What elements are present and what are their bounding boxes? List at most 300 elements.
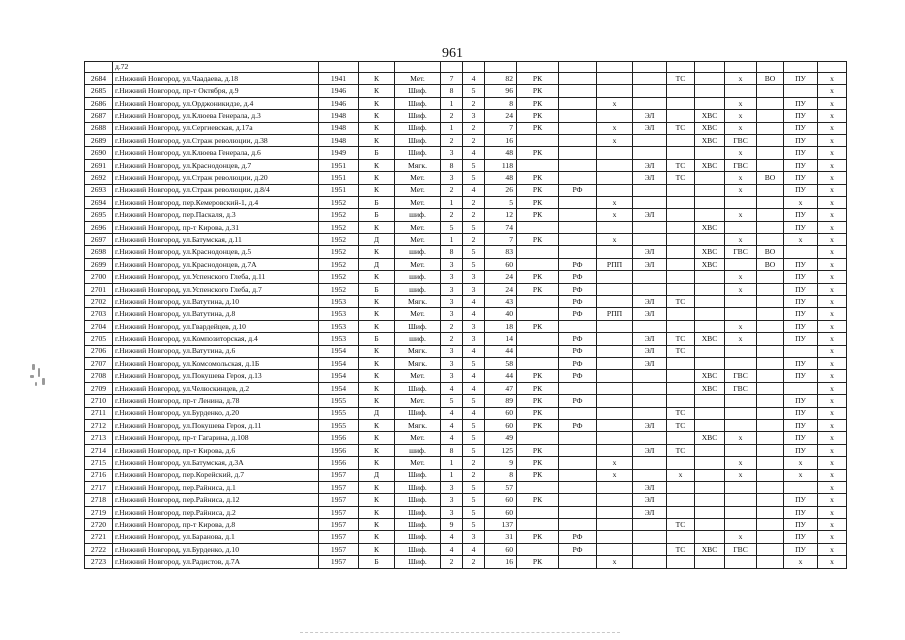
cell-col-el: [633, 85, 667, 97]
cell-apartments: 26: [485, 184, 517, 196]
cell-col-pu: ПУ: [784, 172, 818, 184]
cell-col-rk: [517, 308, 559, 320]
cell-col-pu: ПУ: [784, 283, 818, 295]
cell-col-rk: РК: [517, 271, 559, 283]
cell-col-rpp: [597, 444, 633, 456]
cell-col-rf: [559, 85, 597, 97]
table-row: [85, 432, 847, 444]
cell-year-built: 1946: [319, 97, 359, 109]
cell-col-rf: [559, 196, 597, 208]
cell-roof-type: Шиф.: [395, 85, 441, 97]
cell-col-mark: х: [818, 73, 847, 85]
cell-col-ts: [667, 134, 695, 146]
cell-col-rpp: [597, 85, 633, 97]
cell-roof-type: Шиф.: [395, 481, 441, 493]
cell-col-hvs: [695, 73, 725, 85]
cell-col-hvs: [695, 531, 725, 543]
cell-roof-type: Мягк.: [395, 357, 441, 369]
cell-col-gvs: [725, 519, 757, 531]
cell-row-number: 2703: [85, 308, 113, 320]
cell-row-number: 2702: [85, 296, 113, 308]
cell-col-hvs: ХВС: [695, 543, 725, 555]
cell-row-number: 2719: [85, 506, 113, 518]
cell-col-vo: [757, 85, 784, 97]
cell-col-rf: РФ: [559, 370, 597, 382]
table-row: [85, 308, 847, 320]
cell-address: г.Нижний Новгород, пер.Райниса, д.1: [113, 481, 319, 493]
cell-floors: 2: [463, 556, 485, 568]
cell-col-vo: [757, 196, 784, 208]
cell-col-rf: РФ: [559, 184, 597, 196]
cell-year-built: 1954: [319, 370, 359, 382]
cell-row-number: 2713: [85, 432, 113, 444]
cell-year-built: 1952: [319, 271, 359, 283]
cell-apartments: 125: [485, 444, 517, 456]
cell-roof-type: Мет.: [395, 184, 441, 196]
cell-col-el: ЭЛ: [633, 481, 667, 493]
cell-col-vo: [757, 147, 784, 159]
cell-col-rk: [517, 357, 559, 369]
cell-address: г.Нижний Новгород, ул.Орджоникидзе, д.4: [113, 97, 319, 109]
cell-col-rpp: [597, 382, 633, 394]
table-row: [85, 357, 847, 369]
cell-year-built: 1948: [319, 110, 359, 122]
cell-col-gvs: х: [725, 333, 757, 345]
cell-col-vo: ВО: [757, 258, 784, 270]
cell-address: г.Нижний Новгород, ул.Краснодонцев, д.5: [113, 246, 319, 258]
cell-col-gvs: ГВС: [725, 134, 757, 146]
cell-year-built: 1957: [319, 469, 359, 481]
cell-roof-type: Шиф.: [395, 320, 441, 332]
cell-year-built: 1954: [319, 357, 359, 369]
cell-col-rk: РК: [517, 73, 559, 85]
cell-floors: 4: [463, 370, 485, 382]
cell-address: г.Нижний Новгород, ул.Радистов, д.7А: [113, 556, 319, 568]
cell-roof-type: Мет.: [395, 395, 441, 407]
cell-wall-material: К: [359, 382, 395, 394]
cell-col-rf: [559, 110, 597, 122]
cell-col-gvs: х: [725, 531, 757, 543]
cell-roof-type: Шиф.: [395, 531, 441, 543]
cell-address: г.Нижний Новгород, пр-т Ленина, д.78: [113, 395, 319, 407]
cell-col-rk: [517, 296, 559, 308]
cell-col-vo: [757, 457, 784, 469]
cell-col-gvs: [725, 481, 757, 493]
cell-wall-material: К: [359, 444, 395, 456]
cell-col-rk: [517, 481, 559, 493]
cell-col-el: [633, 531, 667, 543]
cell-col-rf: РФ: [559, 531, 597, 543]
cell-year-built: 1941: [319, 73, 359, 85]
cell-address: г.Нижний Новгород, пер.Райниса, д.12: [113, 494, 319, 506]
cell-col-rpp: х: [597, 134, 633, 146]
cell-row-number: 2722: [85, 543, 113, 555]
cell-col-vo: [757, 432, 784, 444]
cell-col-vo: [757, 543, 784, 555]
table-row: [85, 457, 847, 469]
cell-address: г.Нижний Новгород, пр-т Кирова, д.8: [113, 519, 319, 531]
table-row: [85, 97, 847, 109]
cell-wall-material: К: [359, 531, 395, 543]
cell-wall-material: К: [359, 271, 395, 283]
cell-col-vo: [757, 234, 784, 246]
cell-entrances: 4: [441, 543, 463, 555]
cell-col-pu: ПУ: [784, 147, 818, 159]
cell-col-vo: [757, 209, 784, 221]
cell-col-pu: ПУ: [784, 110, 818, 122]
cell-floors: 2: [463, 457, 485, 469]
table-row: [85, 172, 847, 184]
cell-wall-material: Д: [359, 469, 395, 481]
cell-col-pu: ПУ: [784, 444, 818, 456]
cell-entrances: 3: [441, 370, 463, 382]
cell-wall-material: К: [359, 519, 395, 531]
cell-col-gvs: х: [725, 172, 757, 184]
cell-col-mark: х: [818, 122, 847, 134]
cell-entrances: 2: [441, 333, 463, 345]
cell-col-rpp: [597, 370, 633, 382]
cell-col-vo: [757, 506, 784, 518]
cell-empty: [85, 62, 113, 73]
cell-address: г.Нижний Новгород, ул.Клюева Генерала, д.6: [113, 147, 319, 159]
cell-col-vo: ВО: [757, 246, 784, 258]
cell-year-built: 1953: [319, 296, 359, 308]
cell-col-ts: [667, 184, 695, 196]
cell-col-rf: [559, 73, 597, 85]
cell-wall-material: К: [359, 184, 395, 196]
cell-col-hvs: [695, 345, 725, 357]
cell-apartments: 24: [485, 110, 517, 122]
continuation-address: д.72: [113, 62, 319, 73]
cell-floors: 3: [463, 271, 485, 283]
continuation-row: [85, 62, 847, 73]
cell-floors: 3: [463, 320, 485, 332]
cell-wall-material: К: [359, 73, 395, 85]
cell-col-rf: [559, 407, 597, 419]
cell-col-vo: [757, 345, 784, 357]
cell-floors: 5: [463, 419, 485, 431]
cell-wall-material: К: [359, 159, 395, 171]
cell-col-gvs: [725, 419, 757, 431]
cell-col-rk: РК: [517, 234, 559, 246]
table-row: [85, 333, 847, 345]
table-row: [85, 196, 847, 208]
cell-col-mark: х: [818, 172, 847, 184]
cell-col-rpp: х: [597, 469, 633, 481]
cell-col-rk: [517, 159, 559, 171]
cell-col-vo: [757, 296, 784, 308]
cell-col-rk: РК: [517, 382, 559, 394]
cell-col-hvs: [695, 494, 725, 506]
cell-row-number: 2685: [85, 85, 113, 97]
cell-col-pu: ПУ: [784, 221, 818, 233]
cell-col-pu: ПУ: [784, 209, 818, 221]
cell-col-hvs: ХВС: [695, 246, 725, 258]
cell-apartments: 12: [485, 209, 517, 221]
table-body: [85, 62, 847, 569]
cell-col-rpp: [597, 110, 633, 122]
cell-col-pu: [784, 345, 818, 357]
cell-floors: 3: [463, 283, 485, 295]
cell-col-rf: [559, 457, 597, 469]
cell-col-vo: [757, 271, 784, 283]
cell-year-built: 1951: [319, 159, 359, 171]
cell-col-el: [633, 196, 667, 208]
cell-wall-material: К: [359, 320, 395, 332]
cell-floors: 5: [463, 444, 485, 456]
cell-apartments: 60: [485, 419, 517, 431]
cell-year-built: 1951: [319, 172, 359, 184]
cell-col-vo: [757, 357, 784, 369]
cell-floors: 5: [463, 494, 485, 506]
cell-col-pu: [784, 85, 818, 97]
cell-col-ts: [667, 246, 695, 258]
cell-col-mark: х: [818, 345, 847, 357]
cell-address: г.Нижний Новгород, пер.Кемеровский-1, д.4: [113, 196, 319, 208]
cell-col-hvs: ХВС: [695, 221, 725, 233]
cell-apartments: 60: [485, 494, 517, 506]
cell-address: г.Нижний Новгород, ул.Успенского Глеба, д.7: [113, 283, 319, 295]
cell-col-gvs: х: [725, 110, 757, 122]
cell-col-pu: х: [784, 457, 818, 469]
cell-col-el: ЭЛ: [633, 333, 667, 345]
cell-wall-material: К: [359, 457, 395, 469]
cell-col-pu: х: [784, 469, 818, 481]
cell-address: г.Нижний Новгород, ул.Страж революции, д.38: [113, 134, 319, 146]
cell-col-el: ЭЛ: [633, 172, 667, 184]
cell-col-rpp: [597, 419, 633, 431]
cell-year-built: 1957: [319, 556, 359, 568]
cell-col-mark: х: [818, 85, 847, 97]
cell-apartments: 60: [485, 543, 517, 555]
cell-col-el: [633, 395, 667, 407]
cell-row-number: 2700: [85, 271, 113, 283]
cell-roof-type: Мет.: [395, 172, 441, 184]
cell-entrances: 1: [441, 469, 463, 481]
cell-floors: 2: [463, 134, 485, 146]
cell-entrances: 2: [441, 320, 463, 332]
cell-col-gvs: [725, 556, 757, 568]
cell-col-rk: [517, 246, 559, 258]
cell-col-gvs: х: [725, 122, 757, 134]
cell-col-mark: х: [818, 506, 847, 518]
page-number: 961: [442, 46, 463, 61]
cell-col-ts: ТС: [667, 519, 695, 531]
cell-entrances: 3: [441, 345, 463, 357]
cell-col-vo: [757, 184, 784, 196]
cell-col-vo: [757, 110, 784, 122]
cell-entrances: 3: [441, 296, 463, 308]
cell-entrances: 3: [441, 258, 463, 270]
cell-address: г.Нижний Новгород, пр-т Гагарина, д.108: [113, 432, 319, 444]
cell-col-mark: х: [818, 457, 847, 469]
cell-col-rpp: [597, 333, 633, 345]
cell-col-hvs: ХВС: [695, 159, 725, 171]
cell-col-rf: [559, 469, 597, 481]
cell-col-rpp: х: [597, 196, 633, 208]
cell-floors: 2: [463, 234, 485, 246]
cell-col-rpp: [597, 506, 633, 518]
cell-year-built: 1955: [319, 395, 359, 407]
cell-address: г.Нижний Новгород, пер.Райниса, д.2: [113, 506, 319, 518]
cell-col-pu: ПУ: [784, 333, 818, 345]
cell-roof-type: Мягк.: [395, 419, 441, 431]
cell-row-number: 2687: [85, 110, 113, 122]
cell-entrances: 3: [441, 308, 463, 320]
cell-col-rpp: [597, 283, 633, 295]
cell-col-rk: РК: [517, 184, 559, 196]
cell-col-rpp: [597, 395, 633, 407]
cell-col-el: ЭЛ: [633, 110, 667, 122]
cell-entrances: 1: [441, 457, 463, 469]
cell-col-pu: ПУ: [784, 271, 818, 283]
cell-floors: 5: [463, 481, 485, 493]
cell-floors: 3: [463, 531, 485, 543]
cell-floors: 3: [463, 110, 485, 122]
cell-floors: 2: [463, 209, 485, 221]
cell-apartments: 44: [485, 345, 517, 357]
cell-apartments: 24: [485, 271, 517, 283]
cell-apartments: 60: [485, 506, 517, 518]
cell-address: г.Нижний Новгород, ул.Бурденко, д.10: [113, 543, 319, 555]
cell-apartments: 83: [485, 246, 517, 258]
cell-col-pu: ПУ: [784, 531, 818, 543]
cell-floors: 5: [463, 395, 485, 407]
cell-col-vo: [757, 469, 784, 481]
table-row: [85, 395, 847, 407]
cell-apartments: 82: [485, 73, 517, 85]
cell-col-mark: х: [818, 407, 847, 419]
cell-col-ts: х: [667, 469, 695, 481]
cell-address: г.Нижний Новгород, ул.Страж революции, д.8/4: [113, 184, 319, 196]
cell-floors: 5: [463, 85, 485, 97]
cell-apartments: 31: [485, 531, 517, 543]
cell-apartments: 60: [485, 258, 517, 270]
cell-row-number: 2689: [85, 134, 113, 146]
cell-address: г.Нижний Новгород, ул.Краснодонцев, д.7: [113, 159, 319, 171]
cell-floors: 4: [463, 296, 485, 308]
cell-row-number: 2717: [85, 481, 113, 493]
cell-col-gvs: х: [725, 320, 757, 332]
cell-year-built: 1957: [319, 494, 359, 506]
cell-col-ts: ТС: [667, 407, 695, 419]
cell-col-el: [633, 184, 667, 196]
cell-col-vo: [757, 556, 784, 568]
cell-apartments: 18: [485, 320, 517, 332]
cell-row-number: 2716: [85, 469, 113, 481]
cell-col-rf: РФ: [559, 419, 597, 431]
cell-col-pu: ПУ: [784, 357, 818, 369]
cell-col-mark: х: [818, 370, 847, 382]
cell-col-pu: ПУ: [784, 395, 818, 407]
cell-col-rf: [559, 556, 597, 568]
cell-col-vo: [757, 134, 784, 146]
cell-col-rpp: х: [597, 209, 633, 221]
cell-col-ts: ТС: [667, 543, 695, 555]
cell-floors: 5: [463, 246, 485, 258]
cell-col-rk: РК: [517, 147, 559, 159]
cell-col-hvs: [695, 97, 725, 109]
cell-year-built: 1952: [319, 246, 359, 258]
cell-col-ts: [667, 556, 695, 568]
cell-col-rf: РФ: [559, 271, 597, 283]
cell-entrances: 3: [441, 494, 463, 506]
cell-col-el: ЭЛ: [633, 296, 667, 308]
cell-col-rk: РК: [517, 172, 559, 184]
cell-floors: 2: [463, 122, 485, 134]
cell-apartments: 8: [485, 97, 517, 109]
cell-col-rpp: [597, 543, 633, 555]
cell-wall-material: Б: [359, 333, 395, 345]
cell-col-mark: х: [818, 147, 847, 159]
cell-col-rf: [559, 209, 597, 221]
table-row: [85, 444, 847, 456]
cell-col-gvs: [725, 196, 757, 208]
cell-entrances: 1: [441, 97, 463, 109]
cell-roof-type: Мягк.: [395, 345, 441, 357]
cell-col-el: [633, 370, 667, 382]
cell-col-pu: х: [784, 196, 818, 208]
cell-col-mark: х: [818, 221, 847, 233]
cell-wall-material: К: [359, 506, 395, 518]
cell-col-vo: [757, 382, 784, 394]
cell-col-hvs: [695, 209, 725, 221]
cell-roof-type: шиф.: [395, 333, 441, 345]
cell-col-hvs: [695, 234, 725, 246]
cell-col-rf: РФ: [559, 333, 597, 345]
cell-roof-type: шиф.: [395, 209, 441, 221]
cell-year-built: 1949: [319, 147, 359, 159]
cell-col-ts: [667, 370, 695, 382]
cell-col-rf: РФ: [559, 395, 597, 407]
cell-row-number: 2705: [85, 333, 113, 345]
cell-col-rk: РК: [517, 444, 559, 456]
cell-wall-material: К: [359, 345, 395, 357]
table-row: [85, 320, 847, 332]
cell-col-rk: РК: [517, 320, 559, 332]
cell-address: г.Нижний Новгород, ул.Покушева Героя, д.13: [113, 370, 319, 382]
cell-col-el: ЭЛ: [633, 209, 667, 221]
cell-entrances: 4: [441, 419, 463, 431]
cell-col-vo: ВО: [757, 172, 784, 184]
cell-wall-material: К: [359, 85, 395, 97]
cell-col-pu: х: [784, 234, 818, 246]
cell-roof-type: шиф.: [395, 271, 441, 283]
cell-col-mark: х: [818, 556, 847, 568]
cell-entrances: 2: [441, 556, 463, 568]
cell-col-rk: РК: [517, 556, 559, 568]
cell-apartments: 48: [485, 172, 517, 184]
cell-wall-material: К: [359, 370, 395, 382]
cell-col-mark: х: [818, 209, 847, 221]
cell-year-built: 1953: [319, 333, 359, 345]
cell-col-rk: РК: [517, 196, 559, 208]
cell-apartments: 44: [485, 370, 517, 382]
cell-col-el: ЭЛ: [633, 258, 667, 270]
cell-address: г.Нижний Новгород, ул.Клюева Генерала, д.3: [113, 110, 319, 122]
cell-col-rf: РФ: [559, 308, 597, 320]
cell-floors: 4: [463, 184, 485, 196]
table-row: [85, 184, 847, 196]
cell-col-mark: х: [818, 519, 847, 531]
cell-col-hvs: ХВС: [695, 333, 725, 345]
cell-col-mark: х: [818, 444, 847, 456]
cell-entrances: 8: [441, 85, 463, 97]
cell-col-vo: [757, 481, 784, 493]
cell-col-rf: [559, 246, 597, 258]
cell-col-ts: [667, 196, 695, 208]
cell-row-number: 2709: [85, 382, 113, 394]
